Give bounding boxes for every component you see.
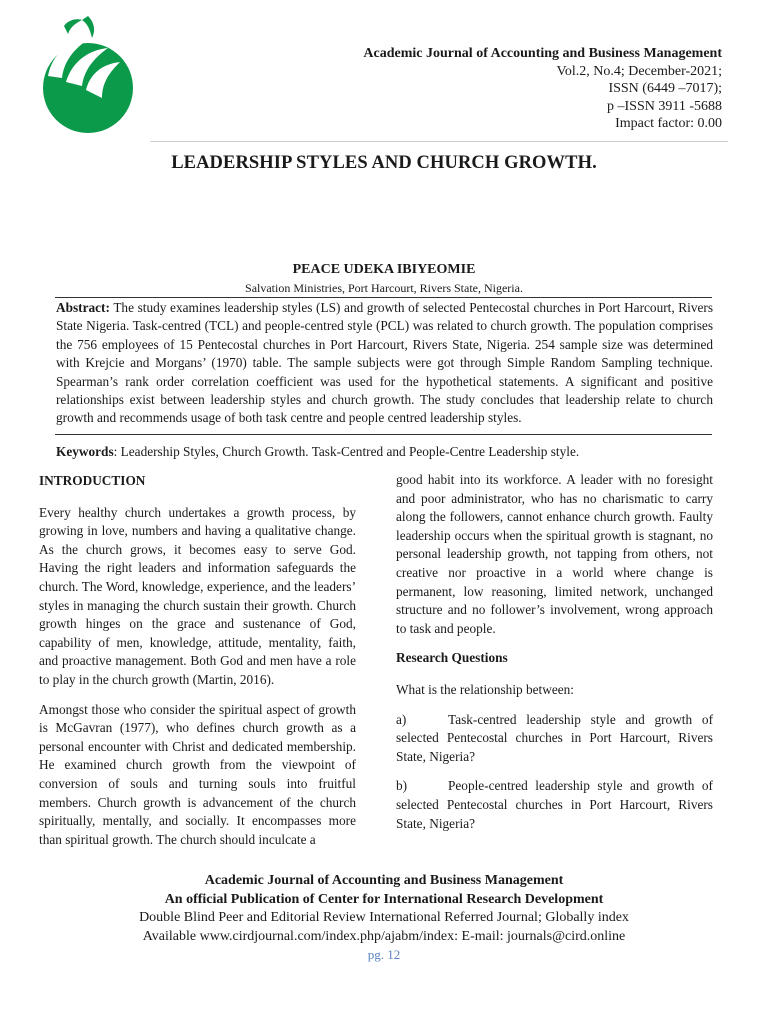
journal-impact-factor: Impact factor: 0.00 <box>615 116 722 131</box>
article-title: LEADERSHIP STYLES AND CHURCH GROWTH. <box>171 153 597 173</box>
rq-a-tag: a) <box>396 711 407 727</box>
research-questions-heading: Research Questions <box>396 650 508 666</box>
journal-header <box>363 45 722 133</box>
research-question-a <box>396 711 713 767</box>
header-divider <box>150 141 728 142</box>
abstract-top-rule <box>55 297 712 298</box>
keywords-label: Keywords <box>56 444 114 459</box>
intro-paragraph-2: Amongst those who consider the spiritual aspect of growth is McGavran (1977), who defines church growth as a personal encounter with Christ and dedicated membership. He examined church growth from the viewpoint of conversion of souls and turning souls into fruitful members. Church growth is advancement of the church spiritually, mentally, and socially. It encompasses more than spiritual growth. The church should inculcate a <box>39 701 356 847</box>
keywords <box>56 444 579 460</box>
journal-name: Academic Journal of Accounting and Business Management <box>363 46 722 61</box>
abstract-label: Abstract: <box>56 300 110 315</box>
right-column <box>396 471 713 844</box>
left-column <box>39 472 356 860</box>
journal-issn: ISSN (6449 –7017); <box>608 81 722 96</box>
abstract-bottom-rule <box>55 434 712 435</box>
introduction-heading: INTRODUCTION <box>39 473 146 488</box>
footer-availability: Available www.cirdjournal.com/index.php/ajabm/index: E-mail: journals@cird.online <box>142 928 626 944</box>
abstract <box>56 299 713 428</box>
research-question-b <box>396 777 713 833</box>
journal-logo-icon <box>42 16 134 138</box>
intro-paragraph-1: Every healthy church undertakes a growth process, by growing in love, numbers and having a qualitative change. As the church grows, it becomes easy to serve God. Having the right leaders and information safeguards the church. The Word, knowledge, experience, and the leaders’ styles in managing the church sustain their growth. Church growth hinges on the grace and sustenance of God, capability of men, knowledge, attitude, mentality, faith, and proactive management. Both God and men have a role to play in the church growth (Martin, 2016). <box>39 504 356 687</box>
journal-pissn: p –ISSN 3911 -5688 <box>607 98 722 114</box>
page-footer <box>0 872 768 965</box>
research-questions-intro: What is the relationship between: <box>396 681 574 697</box>
rq-a-text: Task-centred leadership style and growth of selected Pentecostal churches in Port Harcourt, Rivers State, Nigeria? <box>396 711 713 764</box>
footer-publisher: An official Publication of Center for International Research Development <box>164 891 604 907</box>
rq-b-text: People-centred leadership style and growth of selected Pentecostal churches in Port Harcourt, Rivers State, Nigeria? <box>396 778 713 831</box>
page-number: pg. 12 <box>367 947 401 962</box>
footer-review-note: Double Blind Peer and Editorial Review International Referred Journal; Globally index <box>139 910 629 925</box>
article-author: PEACE UDEKA IBIYEOMIE <box>292 262 476 277</box>
footer-journal-name: Academic Journal of Accounting and Business Management <box>204 873 564 888</box>
author-affiliation: Salvation Ministries, Port Harcourt, Rivers State, Nigeria. <box>245 281 523 295</box>
rq-b-tag: b) <box>396 778 408 794</box>
journal-volume: Vol.2, No.4; December-2021; <box>556 63 722 79</box>
keywords-text: : Leadership Styles, Church Growth. Task-Centred and People-Centre Leadership style. <box>113 444 580 459</box>
abstract-text: The study examines leadership styles (LS) and growth of selected Pentecostal churches in Port Harcourt, Rivers State Nigeria. Task-centred (TCL) and people-centred style (PCL) was related to church growth. The population comprises the 756 employees of 15 Pentecostal churches in Port Harcourt, Rivers State, Nigeria. 254 sample size was determined with Krejcie and Morgans’ (1970) table. The sample subjects were got through Simple Random Sampling technique. Spearman’s rank order correlation coefficient was used for the hypothetical statements. A significant and positive relationships exist between leadership styles and church growth. The study concludes that leadership relate to church growth and recommends usage of both task centre and people centred leadership styles. <box>56 300 713 426</box>
intro-paragraph-3: good habit into its workforce. A leader with no foresight and poor administrator, who has no charismatic to carry along the followers, cannot enhance church growth. Faulty leadership occurs when the spiritual growth is stagnant, no personal leadership growth, not tapping from others, not creative nor proactive in a world where change is permanent, low reasoning, limited network, unchanged structure and no follower’s involvement, wrong approach to task and people. <box>396 472 713 636</box>
